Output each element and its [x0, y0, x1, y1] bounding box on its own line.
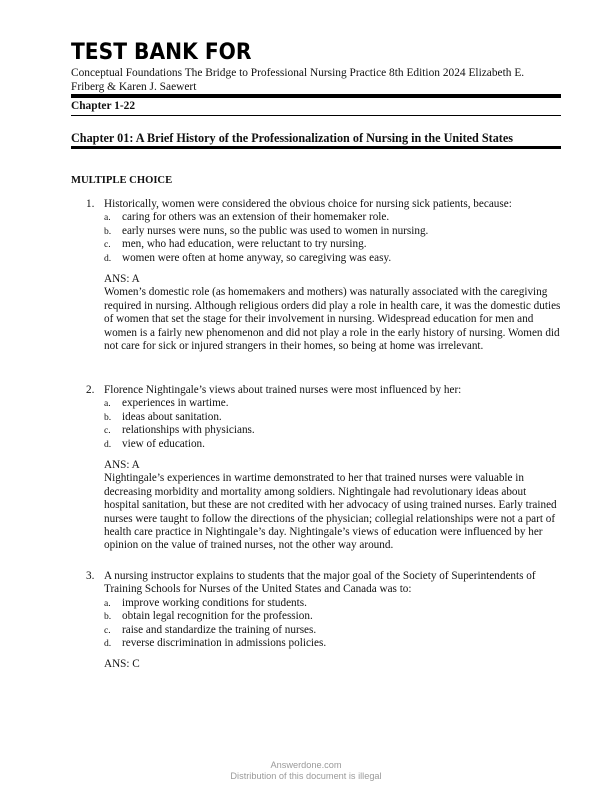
question-stem: Historically, women were considered the obvious choice for nursing sick patients, because:	[104, 198, 512, 210]
footer-notice: Distribution of this document is illegal	[230, 771, 382, 781]
option-letter: d.	[104, 438, 112, 450]
option-letter: c.	[104, 624, 111, 636]
option-a	[104, 397, 561, 410]
question-1	[71, 198, 561, 353]
option-letter: d.	[104, 638, 112, 650]
answer-key: ANS: A	[104, 273, 140, 286]
option-a	[104, 211, 561, 224]
option-text: relationships with physicians.	[122, 424, 255, 437]
option-text: improve working conditions for students.	[122, 596, 307, 609]
option-text: view of education.	[122, 437, 205, 450]
question-number: 1.	[86, 198, 95, 210]
question-2	[71, 384, 561, 553]
question-3	[71, 570, 561, 672]
header-divider-thick	[71, 94, 561, 98]
question-stem: Florence Nightingale’s views about trained nurses were most influenced by her:	[104, 384, 462, 396]
chapter-range: Chapter 1-22	[71, 100, 136, 112]
option-b	[104, 411, 561, 424]
answer-key: ANS: C	[104, 658, 140, 671]
option-letter: c.	[104, 425, 111, 437]
option-text: caring for others was an extension of their homemaker role.	[122, 211, 390, 224]
option-text: ideas about sanitation.	[122, 410, 222, 423]
question-number: 2.	[86, 384, 95, 396]
book-title	[71, 67, 571, 94]
option-letter: a.	[104, 398, 111, 410]
option-letter: a.	[104, 597, 111, 609]
answer-key: ANS: A	[104, 459, 140, 472]
question-number: 3.	[86, 570, 95, 582]
option-d	[104, 252, 561, 265]
option-text: early nurses were nuns, so the public was used to women in nursing.	[122, 224, 429, 237]
option-letter: c.	[104, 239, 111, 251]
option-c	[104, 424, 561, 437]
question-stem: A nursing instructor explains to students that the major goal of the Society of Superintendents of Training Schools for Nurses of the United States and Canada was to:	[104, 570, 536, 596]
chapter-title: Chapter 01: A Brief History of the Professionalization of Nursing in the United States	[71, 131, 514, 145]
option-letter: b.	[104, 611, 112, 623]
book-title-line-1: Conceptual Foundations The Bridge to Professional Nursing Practice 8th Edition 2024 Elizabeth E.	[71, 67, 525, 79]
book-title-line-2: Friberg & Karen J. Saewert	[71, 80, 197, 93]
option-letter: b.	[104, 411, 112, 423]
header-divider-thin	[71, 115, 561, 116]
option-text: reverse discrimination in admissions policies.	[122, 637, 327, 650]
option-letter: a.	[104, 212, 111, 224]
option-text: men, who had education, were reluctant to try nursing.	[122, 238, 367, 251]
option-text: women were often at home anyway, so caregiving was easy.	[122, 251, 392, 264]
option-a	[104, 597, 561, 610]
answer-rationale: Women’s domestic role (as homemakers and mothers) was naturally associated with the caregiving required in nursing. Although religious orders did play a role in health care, it was the domestic duties of women that set the stage for their involvement in nursing. Widespread education for men and women is a fairly new phenomenon and did not play a role in the early history of nursing. Women did not care for sick or injured strangers in their homes, so being at home was irrelevant.	[104, 286, 561, 353]
option-c	[104, 624, 561, 637]
option-text: raise and standardize the training of nurses.	[122, 623, 317, 636]
answer-rationale: Nightingale’s experiences in wartime demonstrated to her that trained nurses were valuable in decreasing morbidity and mortality among soldiers. Nightingale had revolutionary ideas about hospital sanitation, but these are not credited with her advocacy of using trained nurses. Early trained nurses were taught to follow the directions of the physician; collegial relationships were not a part of health care practice in Nightingale’s day. Nightingale’s views of education were influenced by her opinion on the value of trained nurses, not the other way around.	[104, 472, 557, 552]
chapter-divider	[71, 146, 561, 149]
option-c	[104, 238, 561, 251]
option-letter: d.	[104, 252, 112, 264]
section-heading: MULTIPLE CHOICE	[71, 175, 173, 186]
option-b	[104, 225, 561, 238]
option-b	[104, 610, 561, 623]
test-bank-title: TEST BANK FOR	[71, 40, 252, 65]
option-letter: b.	[104, 225, 112, 237]
footer-site: Answerdone.com	[270, 760, 342, 770]
option-d	[104, 637, 561, 650]
option-text: obtain legal recognition for the profession.	[122, 610, 313, 623]
option-d	[104, 438, 561, 451]
option-text: experiences in wartime.	[122, 397, 229, 410]
